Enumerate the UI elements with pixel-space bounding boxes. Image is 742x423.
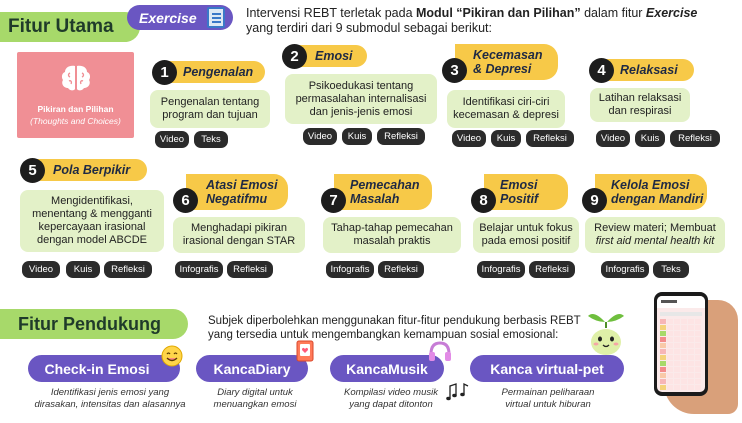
submodule-3-tag-kuis: Kuis: [491, 130, 521, 147]
submodule-5-tag-refleksi: Refleksi: [104, 261, 152, 278]
calendar-cell: [695, 331, 701, 336]
calendar-cell: [681, 325, 687, 330]
calendar-cell: [695, 361, 701, 366]
diary-icon: [296, 340, 314, 362]
submodule-4-tag-kuis: Kuis: [635, 130, 665, 147]
submodule-1-title-text: Pengenalan: [183, 65, 254, 79]
submodule-2-description-text: Psikoedukasi tentang permasalahan internalisasi dan jenis-jenis emosi: [295, 79, 427, 118]
submodule-8-title: [484, 174, 568, 210]
virtual-pet-mascot-icon: [584, 308, 628, 356]
calendar-cell: [688, 319, 694, 324]
submodule-6-description: [173, 217, 305, 253]
submodule-5-description-text: Mengidentifikasi, menentang & mengganti kepercayaan irasional dengan model ABCDE: [32, 195, 152, 246]
feature-kancamusik-desc-line1: Kompilasi video musik: [344, 387, 438, 398]
calendar-cell: [674, 385, 680, 390]
submodule-6-title: [186, 174, 288, 210]
calendar-cell: [695, 349, 701, 354]
feature-kanca-virtual-pet-desc: [488, 387, 608, 411]
exercise-label: Exercise: [139, 9, 197, 26]
calendar-cell: [667, 325, 673, 330]
calendar-cell: [667, 343, 673, 348]
calendar-cell: [674, 373, 680, 378]
calendar-cell: [688, 373, 694, 378]
submodule-6-tag-refleksi: Refleksi: [227, 261, 273, 278]
feature-kancadiary: [196, 355, 308, 382]
submodule-2-number: 2: [282, 44, 307, 69]
submodule-9-title: [595, 174, 707, 210]
feature-kanca-virtual-pet-desc-line1: Permainan peliharaan: [501, 387, 595, 398]
intro-feature-name: Exercise: [645, 6, 698, 20]
calendar-cell: [660, 385, 666, 390]
submodule-5-title-text: Pola Berpikir: [53, 163, 131, 177]
calendar-cell: [667, 331, 673, 336]
calendar-cell: [660, 373, 666, 378]
fitur-pendukung-heading-text: Fitur Pendukung: [18, 313, 161, 334]
calendar-cell: [681, 367, 687, 372]
feature-check-in-emosi-desc-line1: Identifikasi jenis emosi yang: [50, 387, 170, 398]
submodule-3-title: [455, 44, 558, 80]
calendar-cell: [674, 361, 680, 366]
calendar-cell: [667, 337, 673, 342]
submodule-1-title: [165, 61, 265, 83]
intro-text-2: dalam fitur: [580, 6, 646, 20]
feature-kancamusik-desc-line2: yang dapat ditonton: [349, 399, 433, 410]
calendar-cell: [674, 367, 680, 372]
feature-kancamusik: [330, 355, 444, 382]
submodule-1-number: 1: [152, 60, 177, 85]
calendar-cell: [674, 331, 680, 336]
calendar-cell: [681, 361, 687, 366]
calendar-cell: [688, 355, 694, 360]
exercise-badge: [127, 5, 233, 30]
calendar-cell: [660, 355, 666, 360]
submodule-8-number: 8: [471, 188, 496, 213]
submodule-3-number: 3: [442, 58, 467, 83]
feature-kanca-virtual-pet: [470, 355, 624, 382]
intro-text-1: Intervensi REBT terletak pada: [246, 6, 416, 20]
intro-paragraph: [246, 6, 726, 36]
submodule-7-title-line1: Pemecahan: [350, 178, 420, 192]
feature-kancadiary-desc: [200, 387, 310, 411]
submodule-9-title-line2: dengan Mandiri: [611, 192, 704, 206]
submodule-4-description: [590, 88, 690, 122]
submodule-6-title-line2: Negatifmu: [206, 192, 268, 206]
calendar-cell: [688, 367, 694, 372]
calendar-cell: [660, 379, 666, 384]
feature-kancadiary-label: KancaDiary: [213, 360, 291, 377]
phone-calendar-grid: [660, 312, 702, 390]
submodule-4-title: [602, 59, 694, 81]
phone-screen: [657, 296, 705, 392]
calendar-cell: [681, 379, 687, 384]
submodule-9-tag-teks: Teks: [653, 261, 689, 278]
submodule-5-description: [20, 190, 164, 252]
calendar-cell: [667, 361, 673, 366]
fitur-utama-heading: [0, 12, 140, 42]
submodule-1-description-text: Pengenalan tentang program dan tujuan: [160, 96, 260, 121]
calendar-cell: [660, 319, 666, 324]
submodule-9-tag-infografis: Infografis: [601, 261, 649, 278]
feature-kancadiary-desc-line1: Diary digital untuk: [217, 387, 293, 398]
phone-screen-header: [657, 296, 705, 308]
calendar-cell: [681, 355, 687, 360]
submodule-4-description-text: Latihan relaksasi dan respirasi: [598, 92, 682, 117]
submodule-3-title-line1: Kecemasan: [473, 48, 543, 62]
calendar-cell: [695, 337, 701, 342]
calendar-cell: [674, 379, 680, 384]
calendar-cell: [681, 373, 687, 378]
calendar-cell: [660, 325, 666, 330]
calendar-cell: [695, 325, 701, 330]
calendar-cell: [660, 361, 666, 366]
submodule-3-tag-refleksi: Refleksi: [526, 130, 574, 147]
submodule-2-tag-video: Video: [303, 128, 337, 145]
calendar-cell: [695, 355, 701, 360]
submodule-3-description: [447, 90, 565, 128]
submodule-5-title: [33, 159, 147, 181]
calendar-cell: [695, 367, 701, 372]
calendar-cell: [660, 343, 666, 348]
submodule-6-number: 6: [173, 188, 198, 213]
calendar-cell: [674, 319, 680, 324]
feature-kanca-virtual-pet-label: Kanca virtual-pet: [490, 360, 604, 377]
calendar-cell: [695, 379, 701, 384]
feature-kancamusik-label: KancaMusik: [346, 360, 428, 377]
submodule-7-title: [334, 174, 432, 210]
calendar-cell: [667, 373, 673, 378]
submodule-5-number: 5: [20, 158, 45, 183]
submodule-2-title-text: Emosi: [315, 49, 353, 63]
module-card: [17, 52, 134, 138]
calendar-cell: [674, 343, 680, 348]
submodule-8-description-text: Belajar untuk fokus pada emosi positif: [479, 222, 573, 247]
submodule-3-title-line2: & Depresi: [473, 62, 532, 76]
smiley-icon: [161, 345, 183, 367]
calendar-cell: [681, 385, 687, 390]
submodule-8-description: [473, 217, 579, 253]
submodule-4-title-text: Relaksasi: [620, 63, 678, 77]
calendar-cell: [688, 385, 694, 390]
calendar-cell: [667, 349, 673, 354]
headphones-icon: [428, 340, 452, 362]
feature-kancamusik-desc: [336, 387, 446, 411]
submodule-2-tag-refleksi: Refleksi: [377, 128, 425, 145]
submodule-1-tag-teks: Teks: [194, 131, 228, 148]
submodule-4-number: 4: [589, 58, 614, 83]
fitur-pendukung-heading: [0, 309, 188, 339]
calendar-cell: [688, 361, 694, 366]
submodule-8-tag-infografis: Infografis: [477, 261, 525, 278]
calendar-cell: [667, 319, 673, 324]
calendar-cell: [695, 385, 701, 390]
calendar-cell: [660, 349, 666, 354]
calendar-cell: [688, 343, 694, 348]
submodule-9-title-line1: Kelola Emosi: [611, 178, 690, 192]
submodule-8-tag-refleksi: Refleksi: [529, 261, 575, 278]
calendar-cell: [674, 337, 680, 342]
submodule-7-description: [323, 217, 461, 253]
calendar-cell: [695, 343, 701, 348]
feature-check-in-emosi-desc-line2: dirasakan, intensitas dan alasannya: [34, 399, 186, 410]
submodule-3-description-text: Identifikasi ciri-ciri kecemasan & depresi: [453, 96, 559, 121]
calendar-cell: [660, 367, 666, 372]
calendar-cell: [688, 349, 694, 354]
submodule-9-number: 9: [582, 188, 607, 213]
submodule-3-tag-video: Video: [452, 130, 486, 147]
feature-check-in-emosi-label: Check-in Emosi: [44, 360, 150, 377]
calendar-cell: [674, 349, 680, 354]
feature-check-in-emosi: [28, 355, 180, 382]
calendar-cell: [674, 355, 680, 360]
submodule-6-title-line1: Atasi Emosi: [206, 178, 278, 192]
calendar-cell: [660, 337, 666, 342]
calendar-cell: [660, 331, 666, 336]
submodule-7-number: 7: [321, 188, 346, 213]
feature-check-in-emosi-desc: [30, 387, 190, 411]
submodule-7-tag-refleksi: Refleksi: [378, 261, 424, 278]
calendar-cell: [695, 373, 701, 378]
submodule-6-tag-infografis: Infografis: [175, 261, 223, 278]
submodule-4-tag-video: Video: [596, 130, 630, 147]
submodule-9-description-line2: first aid mental health kit: [595, 235, 715, 247]
calendar-cell: [688, 331, 694, 336]
submodule-9-description-line1: Review materi; Membuat: [594, 222, 716, 234]
calendar-cell: [688, 337, 694, 342]
intro-module-name: Modul “Pikiran dan Pilihan”: [416, 6, 581, 20]
submodule-1-description: [150, 90, 270, 128]
fitur-utama-heading-text: Fitur Utama: [8, 16, 114, 37]
intro-text-3: yang terdiri dari 9 submodul sebagai berikut:: [246, 21, 492, 35]
brain-icon: [61, 64, 91, 92]
calendar-cell: [667, 379, 673, 384]
calendar-cell: [667, 367, 673, 372]
submodule-2-description: [285, 74, 437, 124]
submodule-8-title-line2: Positif: [500, 192, 539, 206]
support-intro: Subjek diperbolehkan menggunakan fitur-fitur pendukung berbasis REBT yang tersedia untuk mengembangkan kemampuan sosial emosional:: [208, 315, 581, 341]
calendar-cell: [688, 325, 694, 330]
calendar-cell: [667, 355, 673, 360]
calendar-cell: [695, 319, 701, 324]
calendar-cell: [681, 337, 687, 342]
submodule-1-tag-video: Video: [155, 131, 189, 148]
calendar-cell: [681, 331, 687, 336]
submodule-2-tag-kuis: Kuis: [342, 128, 372, 145]
submodule-8-title-line1: Emosi: [500, 178, 538, 192]
calendar-cell: [681, 343, 687, 348]
module-card-subtitle: (Thoughts and Choices): [30, 116, 121, 126]
music-notes-icon: [444, 380, 472, 404]
phone-illustration: [654, 292, 708, 396]
module-card-title: Pikiran dan Pilihan: [37, 104, 114, 114]
submodule-5-tag-kuis: Kuis: [66, 261, 100, 278]
submodule-9-description: [585, 217, 725, 253]
feature-kanca-virtual-pet-desc-line2: virtual untuk hiburan: [505, 399, 591, 410]
calendar-cell: [688, 379, 694, 384]
submodule-7-title-line2: Masalah: [350, 192, 400, 206]
notepad-icon: [207, 7, 225, 28]
submodule-4-tag-refleksi: Refleksi: [670, 130, 720, 147]
calendar-cell: [681, 319, 687, 324]
calendar-cell: [674, 325, 680, 330]
submodule-7-tag-infografis: Infografis: [326, 261, 374, 278]
submodule-5-tag-video: Video: [22, 261, 60, 278]
calendar-cell: [681, 349, 687, 354]
submodule-7-description-text: Tahap-tahap pemecahan masalah praktis: [331, 222, 453, 247]
submodule-6-description-text: Menghadapi pikiran irasional dengan STAR: [182, 222, 296, 247]
feature-kancadiary-desc-line2: menuangkan emosi: [213, 399, 297, 410]
calendar-cell: [667, 385, 673, 390]
